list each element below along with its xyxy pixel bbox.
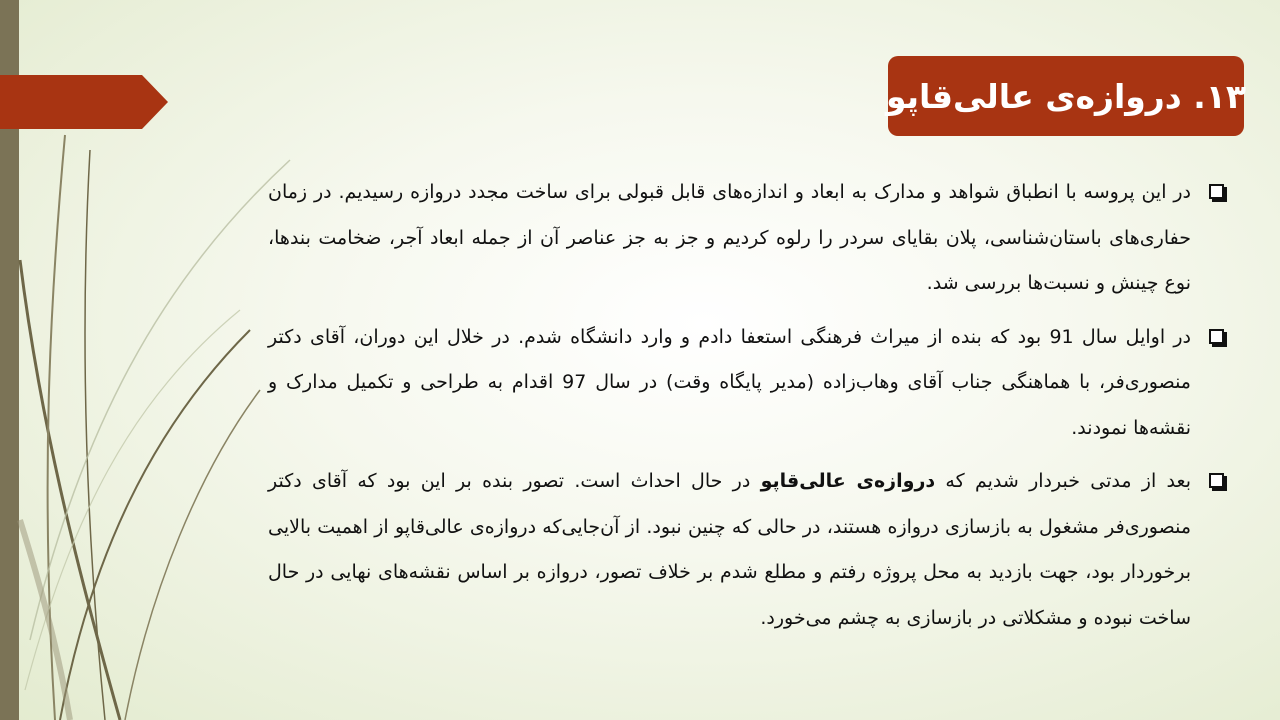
bullet-text-end: در حال احداث است. تصور بنده بر این بود که آقای دکتر منصوری‌فر مشغول به بازسازی دروازه هستند، در حالی که چنین نبود. از آن‌جایی‌که دروازه‌ی عالی‌قاپو از اهمیت بالایی برخوردار بود، جهت بازدید به محل پروژه رفتم و مطلع شدم بر خلاف تصور، دروازه بر اساس نقشه‌های نهایی در حال ساخت نبوده و مشکلاتی در بازسازی به چشم می‌خورد. <box>268 470 1191 629</box>
bullet-list <box>268 170 1233 649</box>
title-arrow-tab <box>0 75 168 129</box>
bullet-text-start: بعد از مدتی خبردار شدیم که <box>935 470 1191 492</box>
checkbox-bullet-icon <box>1209 184 1224 199</box>
bullet-text: در اوایل سال 91 بود که بنده از میراث فرهنگی استعفا دادم و وارد دانشگاه شدم. در خلال این دوران، آقای دکتر منصوری‌فر، با هماهنگی جناب آقای وهاب‌زاده (مدیر پایگاه وقت) در سال 97 اقدام به طراحی و تکمیل مدارک و نقشه‌ها نمودند. <box>268 325 1192 439</box>
checkbox-bullet-icon <box>1209 473 1224 488</box>
bullet-item <box>268 170 1233 307</box>
checkbox-bullet-icon <box>1209 329 1224 344</box>
slide-title: ۱۳. دروازه‌ی عالی‌قاپو <box>885 76 1247 116</box>
bullet-text-bold: دروازه‌ی عالی‌قاپو <box>760 470 936 492</box>
title-banner <box>885 56 1247 136</box>
bullet-item <box>268 459 1233 641</box>
bullet-item <box>268 315 1233 452</box>
bullet-text: در این پروسه با انطباق شواهد و مدارک به ابعاد و اندازه‌های قابل قبولی برای ساخت مجدد دروازه رسیدیم. در زمان حفاری‌های باستان‌شناسی، پلان بقایای سردر را رلوه کردیم و جز به جز عناصر آن از جمله ابعاد آجر، ضخامت بندها، نوع چینش و نسبت‌ها بررسی شد. <box>268 181 1191 294</box>
